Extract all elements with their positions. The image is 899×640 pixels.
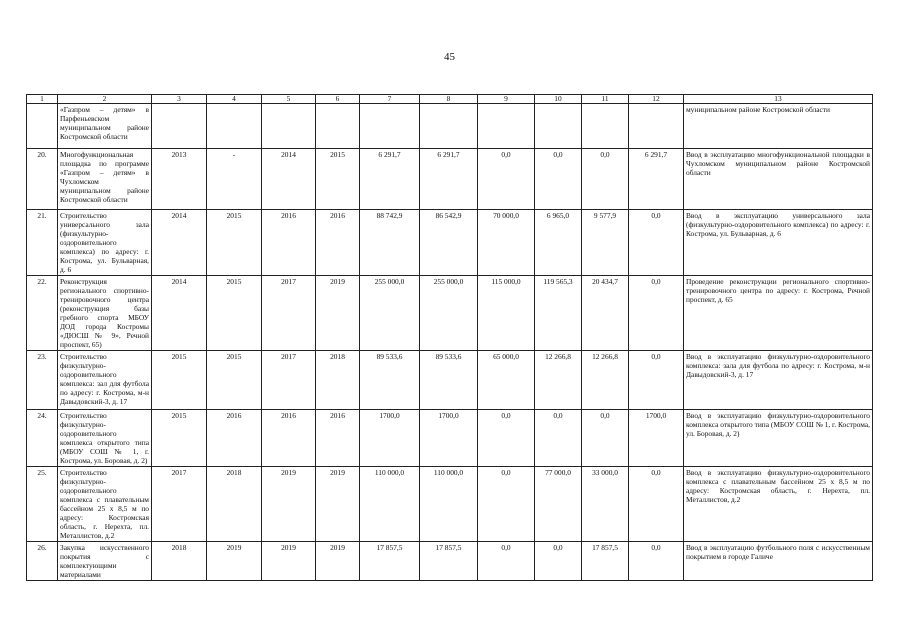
value-cell-c4: 2016 <box>207 410 262 467</box>
value-cell-c10: 0,0 <box>535 542 582 581</box>
value-cell-c4: 2015 <box>207 210 262 276</box>
value-cell-c6 <box>316 104 360 149</box>
value-cell-c4: 2015 <box>207 276 262 351</box>
value-cell-c6: 2019 <box>316 542 360 581</box>
value-cell-c5 <box>262 104 316 149</box>
column-number: 9 <box>478 95 535 104</box>
value-cell-c11: 33 000,0 <box>582 467 629 542</box>
column-number: 5 <box>262 95 316 104</box>
value-cell-c4: 2018 <box>207 467 262 542</box>
value-cell-c9: 0,0 <box>478 410 535 467</box>
value-cell-c10: 119 565,3 <box>535 276 582 351</box>
table-row <box>27 542 873 581</box>
expected-result-cell: Проведение реконструкции регионального спортивно-тренировочного центра по адресу: г. Кострома, Речной проспект, д. 65 <box>684 276 873 351</box>
value-cell-c6: 2019 <box>316 276 360 351</box>
value-cell-c8: 86 542,9 <box>420 210 478 276</box>
value-cell-c8: 89 533,6 <box>420 351 478 410</box>
value-cell-c7: 17 857,5 <box>360 542 420 581</box>
row-number-cell: 25. <box>27 467 58 542</box>
value-cell-c9: 0,0 <box>478 149 535 210</box>
row-number-cell <box>27 104 58 149</box>
table-row <box>27 351 873 410</box>
value-cell-c9: 0,0 <box>478 467 535 542</box>
value-cell-c10: 77 000,0 <box>535 467 582 542</box>
value-cell-c11: 12 266,8 <box>582 351 629 410</box>
value-cell-c6: 2016 <box>316 410 360 467</box>
value-cell-c11: 0,0 <box>582 410 629 467</box>
value-cell-c12 <box>629 104 684 149</box>
object-name-cell: «Газпром – детям» в Парфеньевском муниципальном районе Костромской области <box>58 104 152 149</box>
value-cell-c6: 2015 <box>316 149 360 210</box>
value-cell-c8 <box>420 104 478 149</box>
value-cell-c3 <box>152 104 207 149</box>
value-cell-c8: 1700,0 <box>420 410 478 467</box>
column-number: 4 <box>207 95 262 104</box>
value-cell-c10: 0,0 <box>535 410 582 467</box>
value-cell-c10: 6 965,0 <box>535 210 582 276</box>
row-number-cell: 24. <box>27 410 58 467</box>
object-name-cell: Закупка искусственного покрытия с комплектующими материалами <box>58 542 152 581</box>
row-number-cell: 22. <box>27 276 58 351</box>
expected-result-cell: Ввод в эксплуатацию физкультурно-оздоровительного комплекса: зала для футбола по адресу: г. Кострома, м-н Давыдовский-3, д. 17 <box>684 351 873 410</box>
row-number-cell: 21. <box>27 210 58 276</box>
value-cell-c3: 2015 <box>152 410 207 467</box>
value-cell-c12: 1700,0 <box>629 410 684 467</box>
value-cell-c3: 2014 <box>152 276 207 351</box>
column-number-row <box>27 95 873 104</box>
expected-result-cell: Ввод в эксплуатацию физкультурно-оздоровительного комплекса открытого типа (МБОУ СОШ № 1, г. Кострома, ул. Боровая, д. 2) <box>684 410 873 467</box>
value-cell-c8: 255 000,0 <box>420 276 478 351</box>
value-cell-c8: 6 291,7 <box>420 149 478 210</box>
column-number: 11 <box>582 95 629 104</box>
expected-result-cell: Ввод в эксплуатацию физкультурно-оздоровительного комплекса с плавательным бассейном 25 х 8,5 м по адресу: Костромская область, г. Нерехта, пл. Металлистов, д.2 <box>684 467 873 542</box>
value-cell-c5: 2019 <box>262 542 316 581</box>
object-name-cell: Многофункциональная площадка по программе «Газпром – детям» в Чухломском муниципальном районе Костромской области <box>58 149 152 210</box>
table-row <box>27 410 873 467</box>
value-cell-c12: 6 291,7 <box>629 149 684 210</box>
column-number: 7 <box>360 95 420 104</box>
table-row <box>27 467 873 542</box>
value-cell-c5: 2019 <box>262 467 316 542</box>
value-cell-c3: 2013 <box>152 149 207 210</box>
value-cell-c3: 2015 <box>152 351 207 410</box>
object-name-cell: Строительство физкультурно-оздоровительного комплекса: зал для футбола по адресу: г. Кострома, м-н Давыдовский-3, д. 17 <box>58 351 152 410</box>
value-cell-c5: 2016 <box>262 410 316 467</box>
object-name-cell: Реконструкция регионального спортивно-тренировочного центра (реконструкция базы гребного спорта МБОУ ДОД города Костромы «ДЮСШ № 9», Речной проспект, 65) <box>58 276 152 351</box>
value-cell-c7: 89 533,6 <box>360 351 420 410</box>
row-number-cell: 26. <box>27 542 58 581</box>
table-row <box>27 149 873 210</box>
value-cell-c7: 255 000,0 <box>360 276 420 351</box>
value-cell-c11: 0,0 <box>582 149 629 210</box>
value-cell-c9: 115 000,0 <box>478 276 535 351</box>
projects-table <box>26 94 873 581</box>
value-cell-c11: 17 857,5 <box>582 542 629 581</box>
column-number: 12 <box>629 95 684 104</box>
value-cell-c8: 110 000,0 <box>420 467 478 542</box>
value-cell-c10: 12 266,8 <box>535 351 582 410</box>
value-cell-c5: 2016 <box>262 210 316 276</box>
value-cell-c11: 20 434,7 <box>582 276 629 351</box>
page-number: 45 <box>444 51 455 63</box>
column-number: 1 <box>27 95 58 104</box>
table-row <box>27 104 873 149</box>
value-cell-c5: 2017 <box>262 351 316 410</box>
expected-result-cell: Ввод в эксплуатацию футбольного поля с искусственным покрытием в городе Галиче <box>684 542 873 581</box>
column-number: 6 <box>316 95 360 104</box>
value-cell-c12: 0,0 <box>629 542 684 581</box>
value-cell-c7: 1700,0 <box>360 410 420 467</box>
column-number: 3 <box>152 95 207 104</box>
value-cell-c12: 0,0 <box>629 210 684 276</box>
column-number: 2 <box>58 95 152 104</box>
value-cell-c3: 2017 <box>152 467 207 542</box>
value-cell-c9: 70 000,0 <box>478 210 535 276</box>
value-cell-c5: 2014 <box>262 149 316 210</box>
value-cell-c11: 9 577,9 <box>582 210 629 276</box>
column-number: 13 <box>684 95 873 104</box>
value-cell-c12: 0,0 <box>629 276 684 351</box>
value-cell-c7: 110 000,0 <box>360 467 420 542</box>
value-cell-c7: 88 742,9 <box>360 210 420 276</box>
value-cell-c10 <box>535 104 582 149</box>
value-cell-c6: 2019 <box>316 467 360 542</box>
table-row <box>27 276 873 351</box>
value-cell-c7: 6 291,7 <box>360 149 420 210</box>
value-cell-c3: 2018 <box>152 542 207 581</box>
value-cell-c4: 2015 <box>207 351 262 410</box>
column-number: 10 <box>535 95 582 104</box>
value-cell-c6: 2018 <box>316 351 360 410</box>
value-cell-c9: 65 000,0 <box>478 351 535 410</box>
value-cell-c6: 2016 <box>316 210 360 276</box>
column-number: 8 <box>420 95 478 104</box>
value-cell-c9 <box>478 104 535 149</box>
expected-result-cell: муниципальном районе Костромской области <box>684 104 873 149</box>
value-cell-c12: 0,0 <box>629 467 684 542</box>
value-cell-c12: 0,0 <box>629 351 684 410</box>
row-number-cell: 23. <box>27 351 58 410</box>
value-cell-c8: 17 857,5 <box>420 542 478 581</box>
object-name-cell: Строительство физкультурно-оздоровительного комплекса с плавательным бассейном 25 х 8,5 м по адресу: Костромская область, г. Нерехта, пл. Металлистов, д.2 <box>58 467 152 542</box>
value-cell-c10: 0,0 <box>535 149 582 210</box>
expected-result-cell: Ввод в эксплуатацию многофункциональной площадки в Чухломском муниципальном районе Костромской области <box>684 149 873 210</box>
value-cell-c4: 2019 <box>207 542 262 581</box>
value-cell-c9: 0,0 <box>478 542 535 581</box>
table-row <box>27 210 873 276</box>
value-cell-c5: 2017 <box>262 276 316 351</box>
object-name-cell: Строительство физкультурно-оздоровительного комплекса открытого типа (МБОУ СОШ № 1, г. Кострома, ул. Боровая, д. 2) <box>58 410 152 467</box>
value-cell-c4: - <box>207 149 262 210</box>
value-cell-c3: 2014 <box>152 210 207 276</box>
value-cell-c4 <box>207 104 262 149</box>
value-cell-c7 <box>360 104 420 149</box>
value-cell-c11 <box>582 104 629 149</box>
expected-result-cell: Ввод в эксплуатацию универсального зала (физкультурно-оздоровительного комплекса) по адресу: г. Кострома, ул. Бульварная, д. 6 <box>684 210 873 276</box>
object-name-cell: Строительство универсального зала (физкультурно-оздоровительного комплекса) по адресу: г. Кострома, ул. Бульварная, д. 6 <box>58 210 152 276</box>
row-number-cell: 20. <box>27 149 58 210</box>
